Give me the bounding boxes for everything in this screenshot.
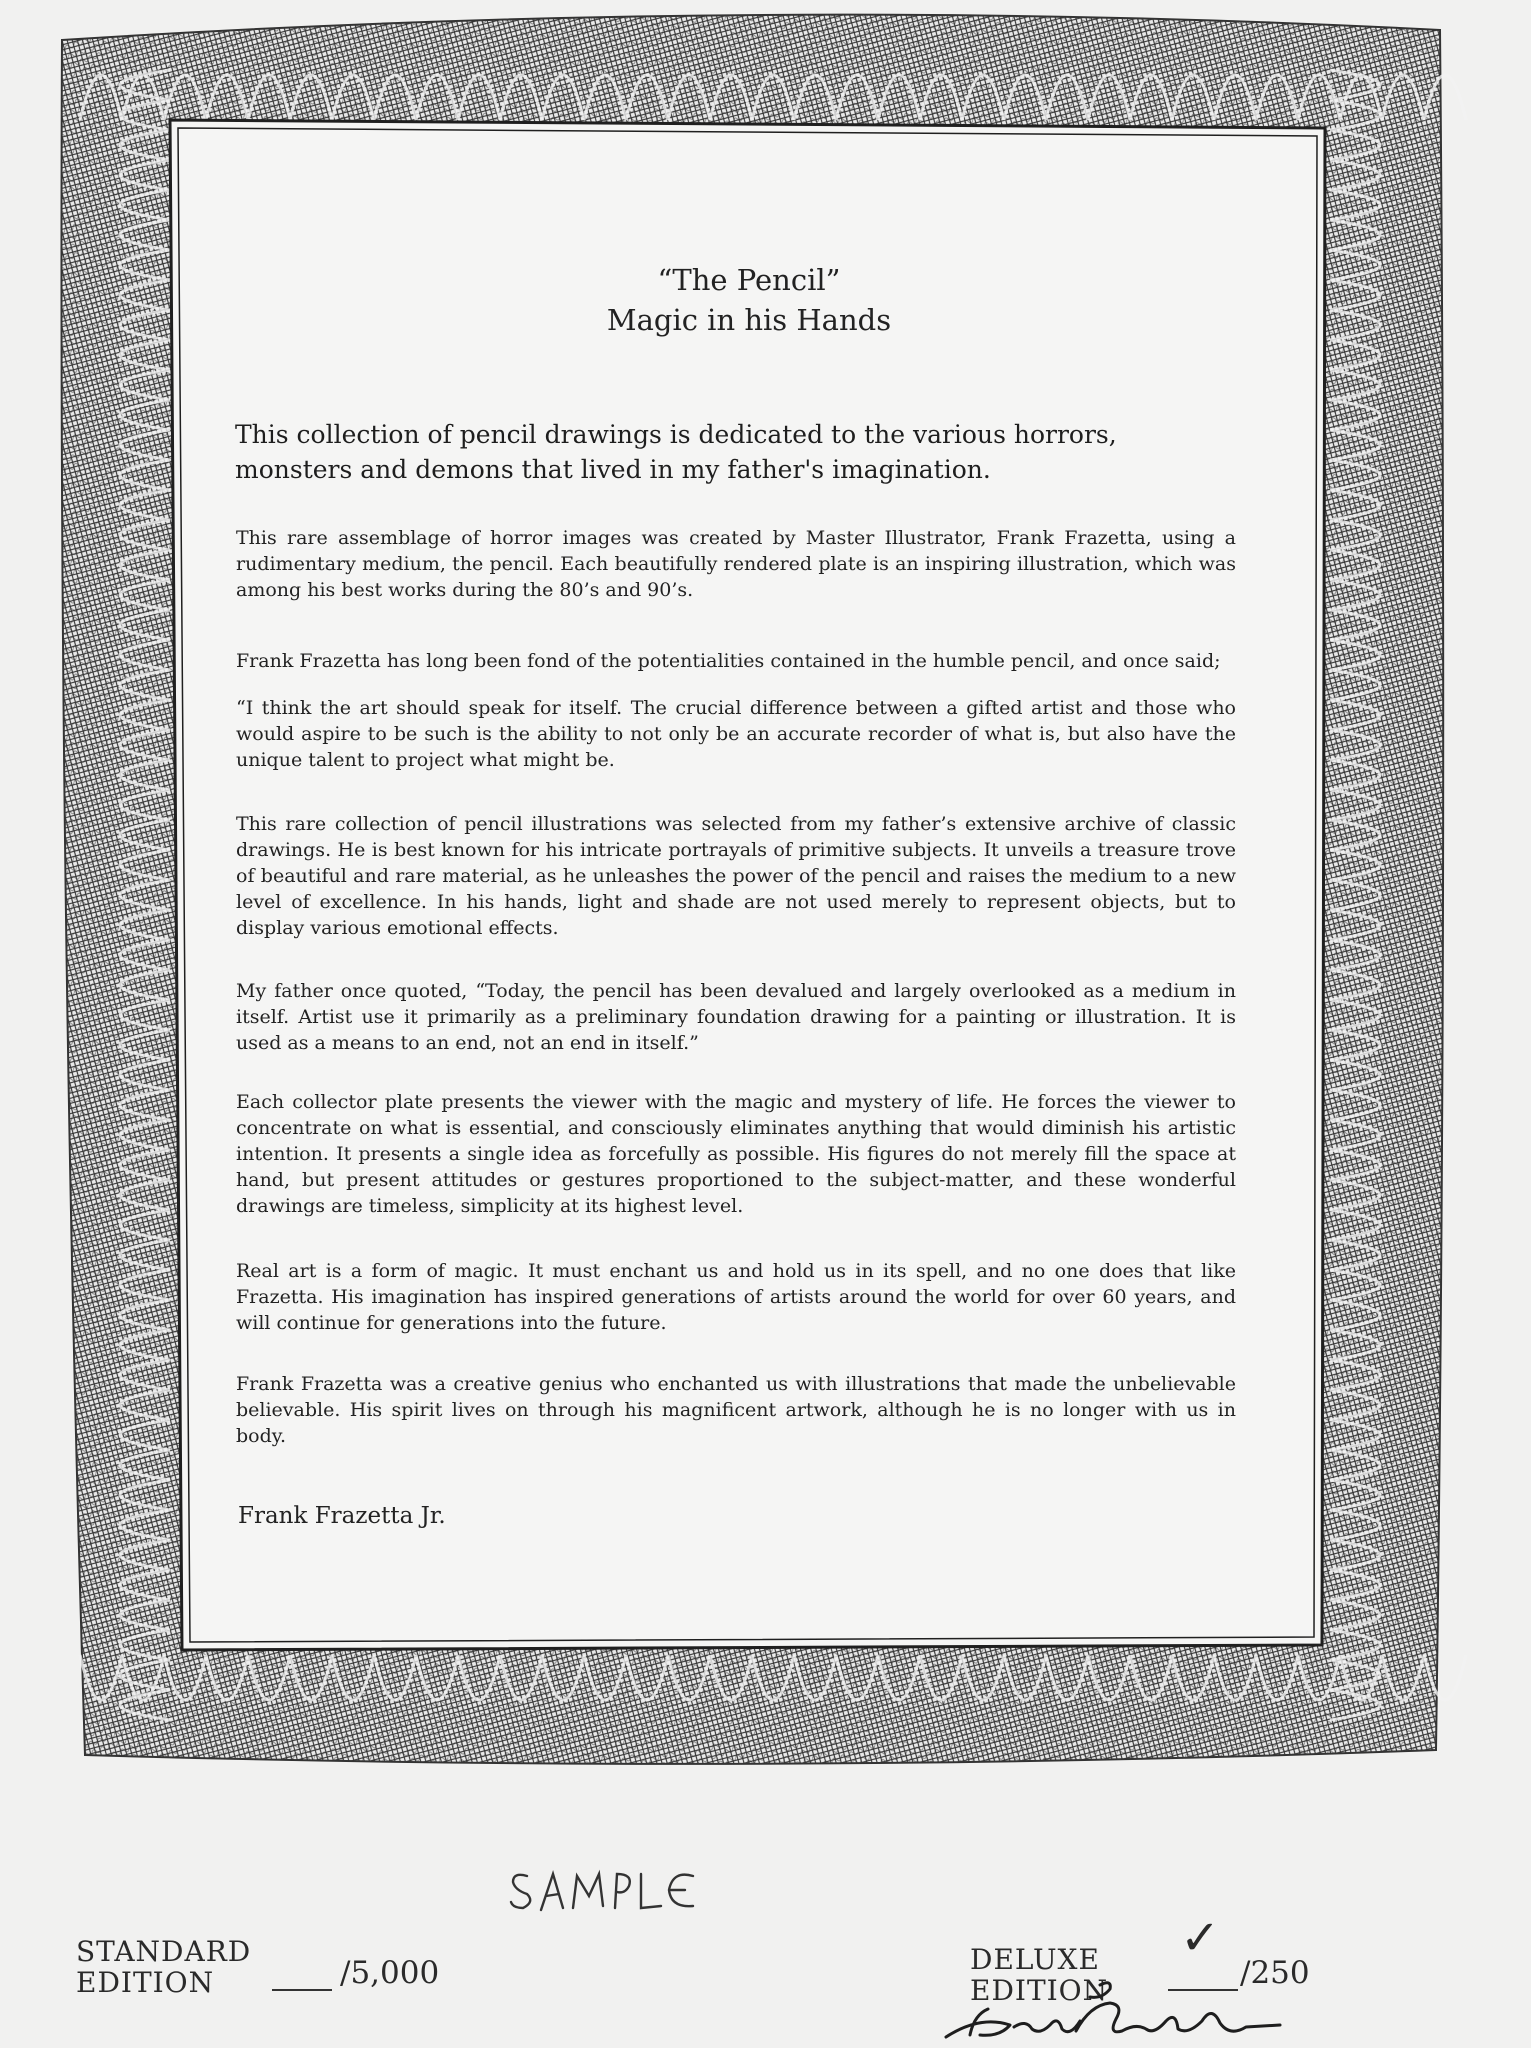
handwritten-signature xyxy=(940,1975,1300,2048)
handwritten-sample-note xyxy=(505,1862,705,1922)
standard-label-line1: STANDARD xyxy=(76,1935,252,1968)
standard-label-line2: EDITION xyxy=(76,1966,215,1999)
standard-edition-label xyxy=(76,1936,251,1998)
body-paragraph: This rare collection of pencil illustrations was selected from my father’s extensive archive of classic drawings. He is best known for his intricate portrayals of primitive subjects. It unveils a treasure trove of beautiful and rare material, as he unleashes the power of the pencil and raises the medium to a new level of excellence. In his hands, light and shade are not used merely to represent objects, but to display various emotional effects. xyxy=(236,813,1236,939)
deluxe-label-line2: EDITION xyxy=(970,1974,1109,2007)
body-paragraph: Each collector plate presents the viewer with the magic and mystery of life. He forces the viewer to concentrate on what is essential, and consciously eliminates anything that would diminish his artistic intention. It presents a single idea as forcefully as possible. His figures do not merely fill the space at hand, but present attitudes or gestures proportioned to the subject-matter, and these wonderful drawings are timeless, simplicity at its highest level. xyxy=(236,1091,1236,1217)
body-paragraph: My father once quoted, “Today, the pencil has been devalued and largely overlooked as a medium in itself. Artist use it primarily as a preliminary foundation drawing for a painting or illustration. It is used as a means to an end, not an end in itself.” xyxy=(236,980,1236,1054)
signatory-name: Frank Frazetta Jr. xyxy=(238,1503,446,1529)
body-paragraph: This rare assemblage of horror images was created by Master Illustrator, Frank Frazetta, using a rudimentary medium, the pencil. Each beautifully rendered plate is an inspiring illustration, which was among his best works during the 80’s and 90’s. xyxy=(236,527,1236,601)
certificate-panel xyxy=(180,135,1318,1640)
body-paragraph: Frank Frazetta has long been fond of the potentialities contained in the humble pencil, and once said; xyxy=(236,650,1221,672)
body-paragraph: “I think the art should speak for itself. The crucial difference between a gifted artist and those who would aspire to be such is the ability to not only be an accurate recorder of what is, but also have the unique talent to project what might be. xyxy=(236,697,1236,771)
standard-number-line xyxy=(272,1989,332,1991)
certificate-title: “The Pencil” xyxy=(657,263,841,297)
standard-edition-count: /5,000 xyxy=(340,1955,440,1991)
body-paragraph: Frank Frazetta was a creative genius who enchanted us with illustrations that made the unbelievable believable. His spirit lives on through his magnificent artwork, although he is no longer with us in body. xyxy=(236,1373,1236,1447)
lead-paragraph: This collection of pencil drawings is dedicated to the various horrors, monsters and demons that lived in my father's imagination. xyxy=(235,420,1117,484)
deluxe-edition-count: /250 xyxy=(1240,1955,1310,1991)
deluxe-check-mark: ✓ xyxy=(1180,1910,1221,1966)
certificate-subtitle: Magic in his Hands xyxy=(606,303,892,337)
body-paragraph: Real art is a form of magic. It must enchant us and hold us in its spell, and no one does that like Frazetta. His imagination has inspired generations of artists around the world for over 60 years, and will continue for generations into the future. xyxy=(236,1260,1236,1334)
deluxe-label-line1: DELUXE xyxy=(970,1943,1100,1976)
